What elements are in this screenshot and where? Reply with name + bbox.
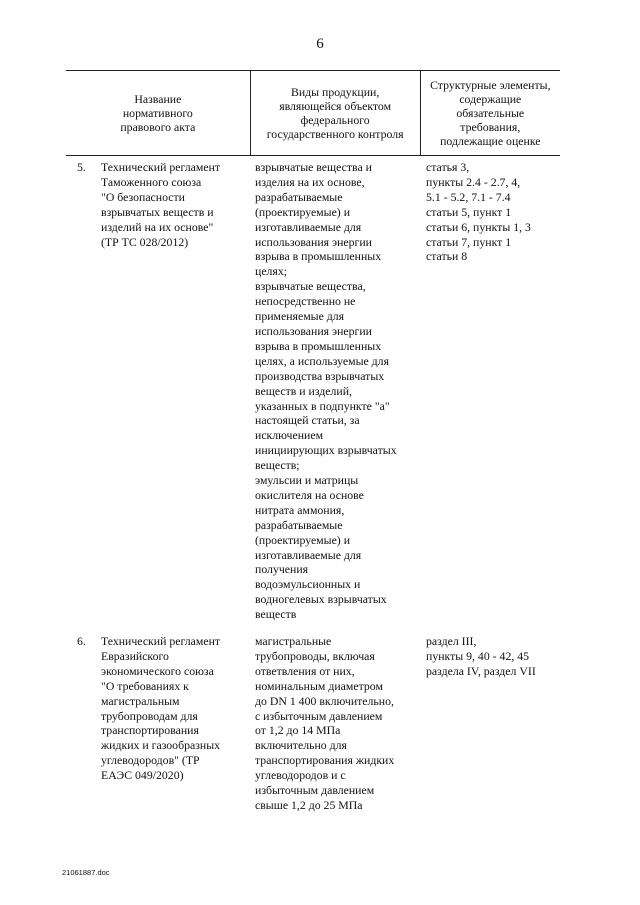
text-line: до DN 1 400 включительно, bbox=[255, 693, 394, 708]
text-line: нормативного bbox=[122, 106, 193, 120]
row-number: 6. bbox=[77, 634, 86, 648]
text-line: нитрата аммония, bbox=[255, 502, 345, 517]
text-line: требования, bbox=[460, 120, 521, 134]
row-act bbox=[101, 160, 251, 249]
text-line: веществ bbox=[255, 607, 297, 622]
text-line: взрывчатых веществ и bbox=[101, 204, 214, 219]
text-line: с избыточным давлением bbox=[255, 708, 383, 723]
requirements-table bbox=[66, 70, 560, 156]
text-line: магистральные bbox=[255, 634, 332, 648]
text-line: взрывчатые вещества и bbox=[255, 160, 372, 174]
text-line: статьи 8 bbox=[426, 249, 468, 264]
text-line: указанных в подпункте "а" bbox=[255, 398, 390, 413]
text-line: использования энергии bbox=[255, 234, 372, 249]
text-line: пункты 2.4 - 2.7, 4, bbox=[426, 174, 521, 189]
row-act bbox=[101, 634, 251, 783]
document-filename: 21061887.doc bbox=[62, 868, 110, 877]
text-line: трубопроводам для bbox=[101, 708, 198, 723]
text-line: использования энергии bbox=[255, 323, 372, 338]
text-line: разрабатываемые bbox=[255, 189, 343, 204]
text-line: (ТР ТС 028/2012) bbox=[101, 234, 189, 249]
row-elements bbox=[426, 634, 562, 679]
text-line: содержащие bbox=[459, 92, 522, 106]
text-line: статья 3, bbox=[426, 160, 470, 174]
text-line: окислителя на основе bbox=[255, 487, 364, 502]
text-line: Название bbox=[134, 92, 182, 106]
text-line: транспортирования bbox=[101, 723, 199, 738]
text-line: (проектируемые) и bbox=[255, 204, 351, 219]
text-line: трубопроводы, включая bbox=[255, 648, 375, 663]
text-line: подлежащие оценке bbox=[440, 134, 541, 148]
table-header bbox=[66, 71, 560, 155]
row-products bbox=[255, 160, 420, 622]
text-line: жидких и газообразных bbox=[101, 738, 221, 753]
text-line: 5.1 - 5.2, 7.1 - 7.4 bbox=[426, 189, 511, 204]
text-line: номинальным диаметром bbox=[255, 678, 383, 693]
text-line: изготавливаемые для bbox=[255, 547, 362, 562]
text-line: разрабатываемые bbox=[255, 517, 343, 532]
text-line: избыточным давлением bbox=[255, 783, 375, 798]
row-elements bbox=[426, 160, 562, 264]
row-products bbox=[255, 634, 420, 813]
row-number: 5. bbox=[77, 160, 86, 174]
text-line: статьи 5, пункт 1 bbox=[426, 204, 512, 219]
text-line: обязательные bbox=[456, 106, 525, 120]
text-line: федерального bbox=[300, 113, 370, 127]
text-line: целях, а используемые для bbox=[255, 353, 389, 368]
text-line: раздел III, bbox=[426, 634, 477, 648]
text-line: пункты 9, 40 - 42, 45 bbox=[426, 648, 530, 663]
text-line: "О требованиях к bbox=[101, 678, 189, 693]
text-line: транспортирования жидких bbox=[255, 753, 395, 768]
text-line: водоэмульсионных и bbox=[255, 577, 361, 592]
text-line: "О безопасности bbox=[101, 189, 185, 204]
table-header-rule bbox=[66, 155, 560, 156]
text-line: магистральным bbox=[101, 693, 180, 708]
text-line: исключением bbox=[255, 428, 324, 443]
text-line: углеводородов" (ТР bbox=[101, 753, 200, 768]
text-line: взрыва в промышленных bbox=[255, 249, 382, 264]
text-line: Виды продукции, bbox=[290, 85, 380, 99]
text-line: государственного контроля bbox=[266, 127, 404, 141]
text-line: получения bbox=[255, 562, 309, 577]
text-line: от 1,2 до 14 МПа bbox=[255, 723, 341, 738]
text-line: водногелевых взрывчатых bbox=[255, 592, 387, 607]
text-line: (проектируемые) и bbox=[255, 532, 351, 547]
text-line: включительно для bbox=[255, 738, 347, 753]
header-act-name bbox=[66, 71, 250, 155]
text-line: производства взрывчатых bbox=[255, 368, 385, 383]
text-line: ЕАЭС 049/2020) bbox=[101, 768, 184, 783]
text-line: Технический регламент bbox=[101, 160, 221, 174]
page-number: 6 bbox=[316, 36, 324, 52]
text-line: целях; bbox=[255, 264, 288, 279]
text-line: применяемые для bbox=[255, 309, 345, 324]
text-line: свыше 1,2 до 25 МПа bbox=[255, 797, 363, 812]
text-line: взрыва в промышленных bbox=[255, 338, 382, 353]
text-line: статьи 7, пункт 1 bbox=[426, 234, 512, 249]
text-line: изготавливаемые для bbox=[255, 219, 362, 234]
text-line: углеводородов и с bbox=[255, 768, 346, 783]
text-line: являющейся объектом bbox=[279, 99, 392, 113]
header-product-types bbox=[250, 71, 421, 155]
text-line: эмульсии и матрицы bbox=[255, 473, 359, 488]
text-line: изделий на их основе" bbox=[101, 219, 214, 234]
text-line: ответвления от них, bbox=[255, 663, 355, 678]
text-line: взрывчатые вещества, bbox=[255, 279, 366, 294]
text-line: инициирующих взрывчатых bbox=[255, 443, 397, 458]
text-line: изделия на их основе, bbox=[255, 174, 365, 189]
text-line: Таможенного союза bbox=[101, 174, 202, 189]
text-line: веществ; bbox=[255, 458, 300, 473]
text-line: веществ и изделий, bbox=[255, 383, 352, 398]
text-line: Технический регламент bbox=[101, 634, 221, 648]
text-line: раздела IV, раздел VII bbox=[426, 663, 536, 678]
text-line: непосредственно не bbox=[255, 294, 356, 309]
text-line: Евразийского bbox=[101, 648, 169, 663]
text-line: экономического союза bbox=[101, 663, 214, 678]
text-line: Структурные элементы, bbox=[430, 78, 551, 92]
text-line: статьи 6, пункты 1, 3 bbox=[426, 219, 531, 234]
text-line: правового акта bbox=[120, 120, 196, 134]
header-structural-elements bbox=[421, 71, 560, 155]
text-line: настоящей статьи, за bbox=[255, 413, 360, 428]
